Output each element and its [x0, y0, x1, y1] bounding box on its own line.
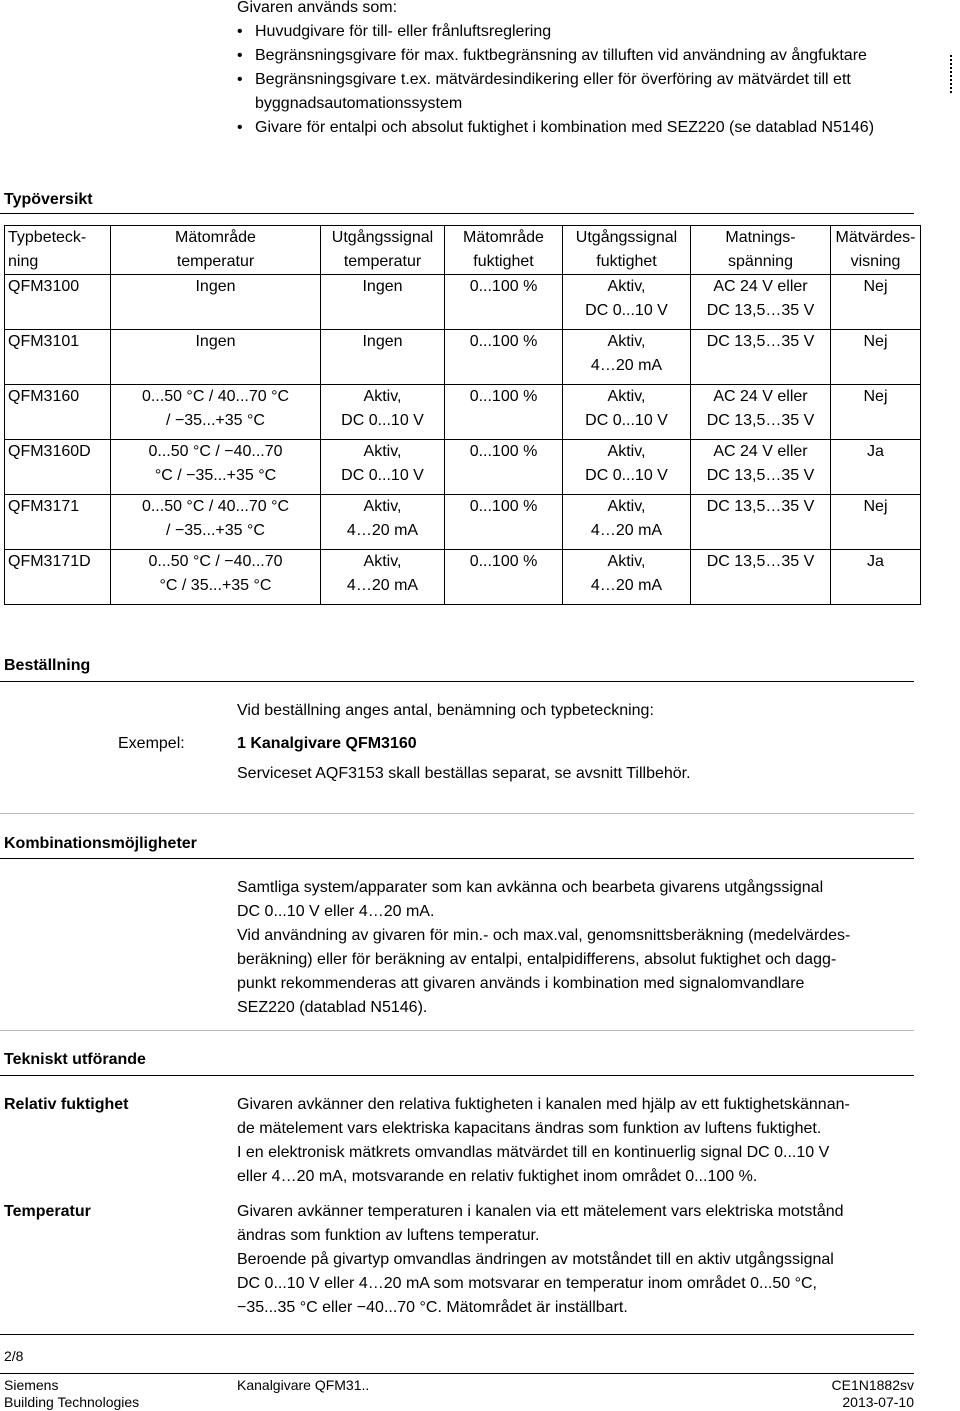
cell-display: Nej — [831, 330, 921, 385]
header-temp-output: Utgångssignal temperatur — [321, 226, 445, 275]
cell-hum-range: 0...100 % — [445, 550, 563, 605]
cell-temp-range: 0...50 °C / 40...70 °C / −35...+35 °C — [111, 495, 321, 550]
cell-supply: AC 24 V eller DC 13,5…35 V — [691, 385, 831, 440]
cell-hum-range: 0...100 % — [445, 495, 563, 550]
divider — [0, 681, 914, 682]
intro-item: • Begränsningsgivare för max. fuktbegränsning av tilluften vid användning av ångfuktare — [237, 44, 917, 68]
ordering-intro: Vid beställning anges antal, benämning och typbeteckning: — [237, 702, 654, 719]
cell-hum-range: 0...100 % — [445, 330, 563, 385]
combination-text: Samtliga system/apparater som kan avkänna och bearbeta givarens utgångssignal DC 0...10 V eller 4…20 mA. Vid användning av givaren för min.- och max.val, genomsnittsberäkning (medelvärdes- beräkning) eller för beräkning av entalpi, entalpidifferens, absolut fuktighet och dagg- punkt rekommenderas att givaren används i kombination med signalomvandlare SEZ220 (datablad N5146). — [237, 879, 851, 1016]
divider — [0, 813, 914, 814]
humidity-label: Relativ fuktighet — [4, 1096, 129, 1113]
cell-temp-output: Ingen — [321, 330, 445, 385]
cell-hum-output: Aktiv, 4…20 mA — [563, 330, 691, 385]
header-hum-range: Mätområde fuktighet — [445, 226, 563, 275]
intro-heading: Givaren används som: — [237, 0, 398, 16]
cell-temp-output: Aktiv, 4…20 mA — [321, 495, 445, 550]
divider — [0, 858, 914, 859]
humidity-text: Givaren avkänner den relativa fuktigheten i kanalen med hjälp av ett fuktighetskännan- de mätelement vars elektriska kapacitans ändras som funktion av luftens fuktighet. I en elektronisk mätkrets omvandlas mätvärdet till en kontinuerlig signal DC 0...10 V eller 4…20 mA, motsvarande en relativ fuktighet inom området 0...100 %. — [237, 1096, 850, 1185]
cell-temp-output: Ingen — [321, 275, 445, 330]
example-text: 1 Kanalgivare QFM3160 — [237, 735, 417, 752]
ordering-note: Serviceset AQF3153 skall beställas separat, se avsnitt Tillbehör. — [237, 765, 691, 782]
footer-date: 2013-07-10 — [842, 1394, 914, 1410]
intro-list — [237, 20, 917, 140]
table-row — [5, 495, 921, 550]
cell-temp-output: Aktiv, DC 0...10 V — [321, 385, 445, 440]
cell-temp-range: 0...50 °C / −40...70 °C / −35...+35 °C — [111, 440, 321, 495]
technical-title: Tekniskt utförande — [4, 1051, 146, 1068]
example-label: Exempel: — [118, 735, 185, 752]
cell-display: Ja — [831, 550, 921, 605]
header-supply: Matnings- spänning — [691, 226, 831, 275]
cell-display: Nej — [831, 275, 921, 330]
header-temp-range: Mätområde temperatur — [111, 226, 321, 275]
cell-supply: DC 13,5…35 V — [691, 495, 831, 550]
temperature-label: Temperatur — [4, 1203, 91, 1220]
cell-type: QFM3160 — [5, 385, 111, 440]
cell-supply: DC 13,5…35 V — [691, 330, 831, 385]
divider — [0, 1030, 914, 1031]
cell-hum-output: Aktiv, DC 0...10 V — [563, 275, 691, 330]
table-row — [5, 440, 921, 495]
cell-temp-range: 0...50 °C / 40...70 °C / −35...+35 °C — [111, 385, 321, 440]
cell-supply: AC 24 V eller DC 13,5…35 V — [691, 275, 831, 330]
cell-type: QFM3171 — [5, 495, 111, 550]
cell-temp-output: Aktiv, DC 0...10 V — [321, 440, 445, 495]
cell-temp-output: Aktiv, 4…20 mA — [321, 550, 445, 605]
intro-item: • Givare för entalpi och absolut fuktighet i kombination med SEZ220 (se datablad N5146) — [237, 116, 917, 140]
intro-item: • Huvudgivare för till- eller frånluftsreglering — [237, 20, 917, 44]
combination-title: Kombinationsmöjligheter — [4, 835, 197, 852]
table-header-row — [5, 226, 921, 275]
temperature-text: Givaren avkänner temperaturen i kanalen via ett mätelement vars elektriska motstånd ändras som funktion av luftens temperatur. Beroende på givartyp omvandlas ändringen av motståndet till en aktiv utgångssignal DC 0...10 V eller 4…20 mA som motsvarar en temperatur inom området 0...50 °C, −35...35 °C eller −40...70 °C. Mätområdet är inställbart. — [237, 1203, 844, 1316]
table-row — [5, 275, 921, 330]
footer-divider — [0, 1334, 914, 1335]
cell-display: Nej — [831, 385, 921, 440]
divider — [0, 213, 914, 214]
cell-temp-range: Ingen — [111, 330, 321, 385]
revision-marker — [950, 55, 960, 93]
cell-hum-output: Aktiv, 4…20 mA — [563, 550, 691, 605]
intro-item: • Begränsningsgivare t.ex. mätvärdesindikering eller för överföring av mätvärdet till ett byggnadsautomationssystem — [237, 68, 917, 116]
cell-display: Nej — [831, 495, 921, 550]
cell-hum-range: 0...100 % — [445, 385, 563, 440]
divider — [0, 1075, 914, 1076]
cell-type: QFM3101 — [5, 330, 111, 385]
page-number: 2/8 — [4, 1348, 24, 1364]
cell-hum-output: Aktiv, 4…20 mA — [563, 495, 691, 550]
table-row — [5, 330, 921, 385]
footer-product: Kanalgivare QFM31.. — [237, 1377, 370, 1393]
cell-hum-range: 0...100 % — [445, 440, 563, 495]
cell-hum-output: Aktiv, DC 0...10 V — [563, 385, 691, 440]
cell-temp-range: 0...50 °C / −40...70 °C / 35...+35 °C — [111, 550, 321, 605]
footer-divider — [0, 1373, 914, 1374]
cell-supply: AC 24 V eller DC 13,5…35 V — [691, 440, 831, 495]
cell-hum-range: 0...100 % — [445, 275, 563, 330]
header-hum-output: Utgångssignal fuktighet — [563, 226, 691, 275]
table-row — [5, 550, 921, 605]
header-display: Mätvärdes- visning — [831, 226, 921, 275]
intro-section — [237, 0, 917, 140]
cell-temp-range: Ingen — [111, 275, 321, 330]
cell-type: QFM3160D — [5, 440, 111, 495]
type-overview-table — [4, 225, 921, 605]
cell-type: QFM3171D — [5, 550, 111, 605]
footer-company: Siemens — [4, 1377, 59, 1393]
ordering-title: Beställning — [4, 657, 91, 674]
type-overview-title: Typöversikt — [4, 191, 93, 208]
header-type: Typbeteck- ning — [5, 226, 111, 275]
cell-hum-output: Aktiv, DC 0...10 V — [563, 440, 691, 495]
cell-type: QFM3100 — [5, 275, 111, 330]
cell-display: Ja — [831, 440, 921, 495]
footer-division: Building Technologies — [4, 1394, 140, 1410]
footer-doc-id: CE1N1882sv — [831, 1377, 914, 1393]
table-row — [5, 385, 921, 440]
cell-supply: DC 13,5…35 V — [691, 550, 831, 605]
